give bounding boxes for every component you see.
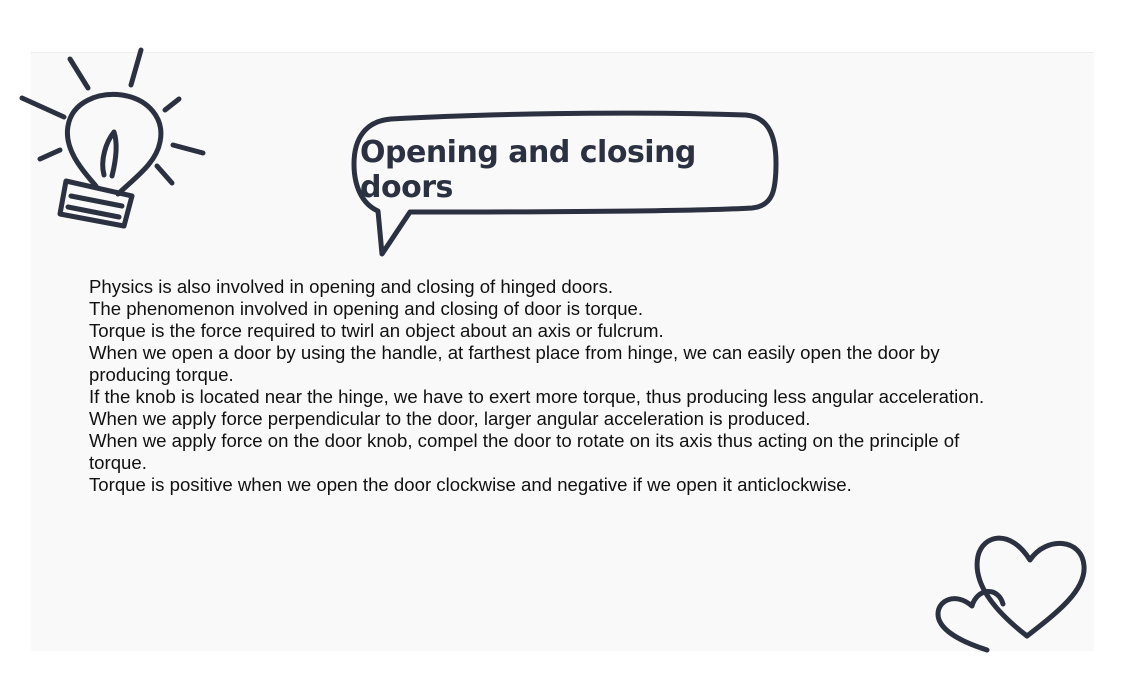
paragraph: The phenomenon involved in opening and closing of door is torque. bbox=[89, 298, 644, 319]
paragraph: Physics is also involved in opening and closing of hinged doors. bbox=[89, 276, 614, 297]
slide-title: Opening and closing doors bbox=[360, 135, 696, 205]
paragraph: When we apply force on the door knob, compel the door to rotate on its axis thus acting on the principle of torque. bbox=[89, 430, 960, 473]
paragraph: If the knob is located near the hinge, we have to exert more torque, thus producing less angular acceleration. bbox=[89, 386, 985, 407]
paragraph: When we open a door by using the handle, at farthest place from hinge, we can easily open the door by producing torque. bbox=[89, 342, 940, 385]
paragraph: Torque is the force required to twirl an object about an axis or fulcrum. bbox=[89, 320, 664, 341]
paragraph: When we apply force perpendicular to the door, larger angular acceleration is produced. bbox=[89, 408, 811, 429]
paragraph: Torque is positive when we open the door clockwise and negative if we open it anticlockwise. bbox=[89, 474, 852, 495]
